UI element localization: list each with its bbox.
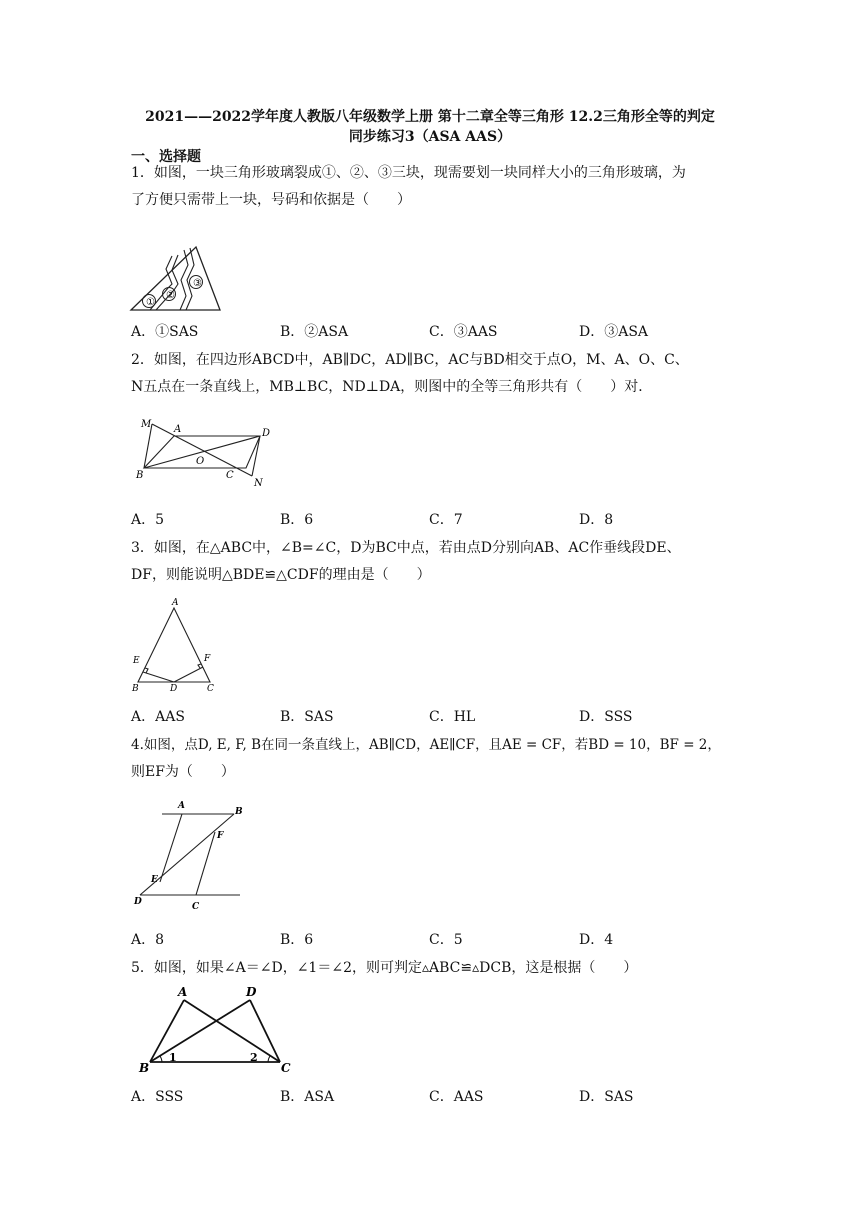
question-5-stem [131, 955, 731, 982]
q4-option-d[interactable]: D．4 [579, 932, 614, 948]
point-a-label: A [174, 424, 182, 435]
question-2-stem [131, 347, 731, 401]
point-b-label: B [136, 470, 144, 481]
q2-option-a[interactable]: A．5 [131, 512, 165, 528]
q1-option-c[interactable]: C．③AAS [429, 324, 498, 340]
point-d-label: D [246, 985, 257, 999]
point-c-label: C [207, 684, 214, 694]
question-3-stem [131, 535, 731, 589]
question-4-line2: 则EF为（ ） [131, 764, 235, 780]
question-5-options [131, 1086, 731, 1106]
fragment-2-label: ② [166, 290, 175, 301]
q4-option-c[interactable]: C．5 [429, 932, 463, 948]
q2-option-b[interactable]: B．6 [280, 512, 314, 528]
q5-option-c[interactable]: C．AAS [429, 1089, 484, 1105]
question-1-line2: 了方便只需带上一块，号码和依据是（ ） [131, 192, 411, 208]
question-2-line2: N五点在一条直线上，MB⊥BC，ND⊥DA，则图中的全等三角形共有（ ）对． [131, 379, 653, 395]
q1-option-d[interactable]: D．③ASA [579, 324, 649, 340]
point-o-label: O [196, 456, 205, 467]
q3-option-b[interactable]: B．SAS [280, 709, 334, 725]
question-3-line1: 3．如图，在△ABC中，∠B=∠C，D为BC中点，若由点D分别向AB、AC作垂线段DE、 [131, 540, 681, 556]
question-4-figure [132, 798, 248, 914]
point-b-label: B [139, 1061, 150, 1075]
point-b-label: B [132, 684, 139, 694]
q1-option-a[interactable]: A．①SAS [131, 324, 199, 340]
q3-option-c[interactable]: C．HL [429, 709, 476, 725]
q4-option-a[interactable]: A．8 [131, 932, 165, 948]
question-1-line1: 1．如图，一块三角形玻璃裂成①、②、③三块，现需要划一块同样大小的三角形玻璃，为 [131, 165, 686, 181]
point-m-label: M [141, 419, 152, 430]
q4-option-b[interactable]: B．6 [280, 932, 314, 948]
q1-option-b[interactable]: B．②ASA [280, 324, 349, 340]
question-4-line1: 4.如图，点D, E, F, B在同一条直线上，AB∥CD，AE∥CF，且AE = CF，若BD = 10，BF = 2， [131, 737, 721, 753]
point-e-label: E [133, 656, 140, 666]
point-a-label: A [178, 985, 188, 999]
q2-option-c[interactable]: C．7 [429, 512, 463, 528]
question-3-line2: DF，则能说明△BDE≌△CDF的理由是（ ） [131, 567, 431, 583]
fragment-1-label: ① [146, 297, 155, 308]
question-3-figure [130, 596, 220, 694]
question-1-figure [128, 244, 224, 314]
point-c-label: C [226, 470, 234, 481]
q5-option-d[interactable]: D．SAS [579, 1089, 634, 1105]
question-2-line1: 2．如图，在四边形ABCD中，AB∥DC，AD∥BC，AC与BD相交于点O，M、A、O、C、 [131, 352, 689, 368]
point-a-label: A [178, 801, 185, 811]
point-c-label: C [192, 902, 200, 912]
question-2-options [131, 509, 731, 529]
document-title-line1: 2021——2022学年度人教版八年级数学上册 第十二章全等三角形 12.2三角形全等的判定 [145, 109, 715, 125]
question-5-figure [136, 984, 296, 1076]
q3-option-d[interactable]: D．SSS [579, 709, 633, 725]
point-d-label: D [134, 897, 142, 907]
point-d-label: D [170, 684, 178, 694]
point-c-label: C [281, 1061, 291, 1075]
question-5-line1: 5．如图，如果∠A＝∠D，∠1＝∠2，则可判定▵ABC≌▵DCB，这是根据（ ） [131, 960, 638, 976]
point-b-label: B [235, 807, 243, 817]
point-f-label: F [204, 654, 211, 664]
angle-1-label: 1 [169, 1051, 177, 1064]
q3-option-a[interactable]: A．AAS [131, 709, 185, 725]
question-4-options [131, 929, 731, 949]
question-4-stem [131, 732, 741, 786]
point-d-label: D [262, 428, 271, 439]
question-1-stem [131, 160, 731, 214]
point-f-label: F [217, 831, 224, 841]
point-a-label: A [172, 598, 179, 608]
question-3-options [131, 706, 731, 726]
point-e-label: E [151, 875, 158, 885]
section-heading: 一、选择题 [131, 149, 201, 165]
angle-2-label: 2 [250, 1051, 258, 1064]
question-1-options [131, 321, 731, 341]
fragment-3-label: ③ [193, 278, 202, 289]
question-2-figure [134, 414, 274, 490]
q5-option-a[interactable]: A．SSS [131, 1089, 184, 1105]
q5-option-b[interactable]: B．ASA [280, 1089, 335, 1105]
point-n-label: N [254, 478, 263, 489]
q2-option-d[interactable]: D．8 [579, 512, 614, 528]
document-title-line2: 同步练习3（ASA AAS） [348, 129, 512, 145]
